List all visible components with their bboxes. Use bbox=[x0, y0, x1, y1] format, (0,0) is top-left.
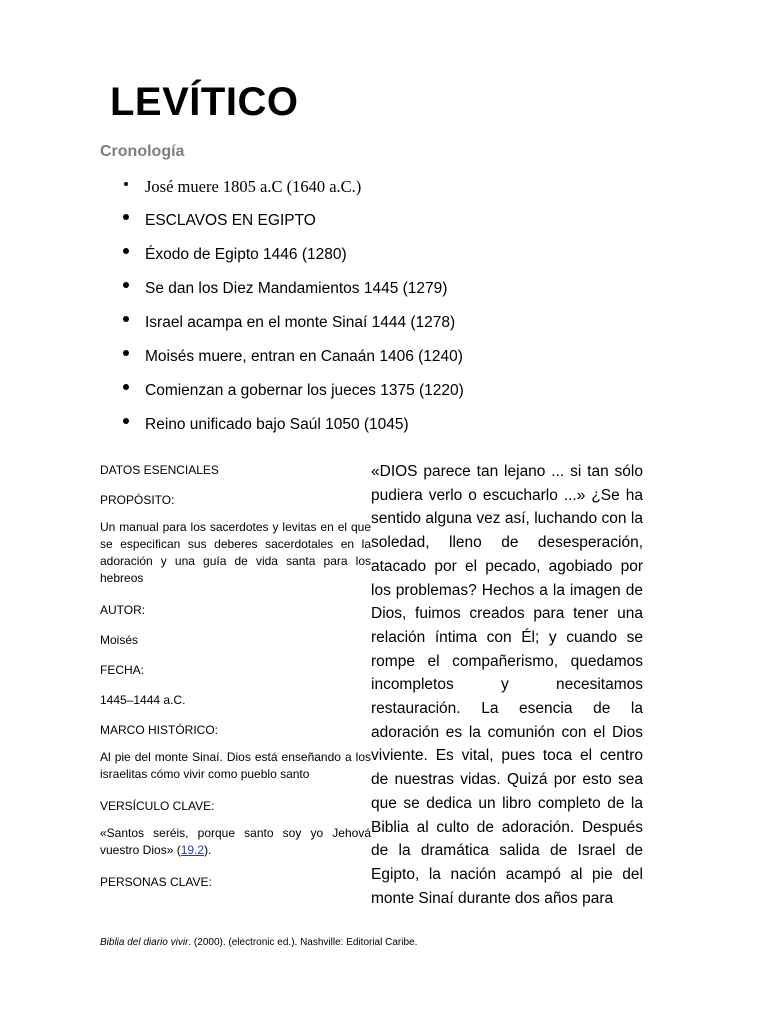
citation-footer bbox=[100, 937, 417, 948]
verse-label: VERSÍCULO CLAVE: bbox=[100, 799, 215, 813]
list-item: Éxodo de Egipto 1446 (1280) bbox=[118, 242, 464, 276]
verse-reference-link[interactable]: 19.2 bbox=[180, 843, 205, 857]
setting-text: Al pie del monte Sinaí. Dios está enseñando a los israelitas cómo vivir como pueblo santo bbox=[100, 750, 371, 781]
bullet-icon bbox=[123, 316, 129, 322]
bullet-icon bbox=[124, 182, 128, 186]
citation-source: Biblia del diario vivir bbox=[100, 937, 189, 948]
list-item: ESCLAVOS EN EGIPTO bbox=[118, 208, 464, 242]
date-text: 1445–1444 a.C. bbox=[100, 693, 186, 707]
page-title: LEVÍTICO bbox=[110, 80, 299, 124]
verse-text: «Santos seréis, porque santo soy yo Jehová vuestro Dios» (19.2). bbox=[100, 826, 371, 857]
author-text: Moisés bbox=[100, 633, 139, 647]
bullet-icon bbox=[123, 384, 129, 390]
list-item: Reino unificado bajo Saúl 1050 (1045) bbox=[118, 412, 464, 446]
citation-details: . (2000). (electronic ed.). Nashville: Editorial Caribe. bbox=[188, 937, 418, 948]
people-label: PERSONAS CLAVE: bbox=[100, 875, 212, 889]
facts-column bbox=[100, 459, 371, 901]
bullet-icon bbox=[123, 418, 129, 424]
list-item: Moisés muere, entran en Canaán 1406 (1240) bbox=[118, 344, 464, 378]
list-item: Se dan los Diez Mandamientos 1445 (1279) bbox=[118, 276, 464, 310]
purpose-text: Un manual para los sacerdotes y levitas en el que se especifican sus deberes sacerdotales en la adoración y una guía de vida santa para los hebreos bbox=[100, 520, 371, 585]
facts-heading: DATOS ESENCIALES bbox=[100, 463, 219, 477]
list-item: Israel acampa en el monte Sinaí 1444 (1278) bbox=[118, 310, 464, 344]
section-heading-chronology: Cronología bbox=[100, 143, 185, 160]
list-item: José muere 1805 a.C (1640 a.C.) bbox=[118, 174, 464, 208]
setting-label: MARCO HISTÓRICO: bbox=[100, 723, 219, 737]
bullet-icon bbox=[123, 214, 129, 220]
author-label: AUTOR: bbox=[100, 603, 146, 617]
bullet-icon bbox=[123, 282, 129, 288]
bullet-icon bbox=[123, 248, 129, 254]
body-text: «DIOS parece tan lejano ... si tan sólo pudiera verlo o escucharlo ...» ¿Se ha sentido alguna vez así, luchando con la soledad, lleno de desesperación, atacado por el pecado, agobiado por los problemas? Hechos a la imagen de Dios, fuimos creados para tener una relación íntima con Él; y cuando se rompe el compañerismo, quedamos incompletos y necesitamos restauración. La esencia de la adoración es la comunión con el Dios viviente. Es vital, pues toca el centro de nuestras vidas. Quizá por esto sea que se dedica un libro completo de la Biblia al culto de adoración. Después de la dramática salida de Israel de Egipto, la nación acampó al pie del monte Sinaí durante dos años para bbox=[371, 463, 643, 907]
bullet-icon bbox=[123, 350, 129, 356]
date-label: FECHA: bbox=[100, 663, 145, 677]
purpose-label: PROPÓSITO: bbox=[100, 493, 175, 507]
list-item: Comienzan a gobernar los jueces 1375 (1220) bbox=[118, 378, 464, 412]
chronology-list bbox=[118, 174, 464, 446]
